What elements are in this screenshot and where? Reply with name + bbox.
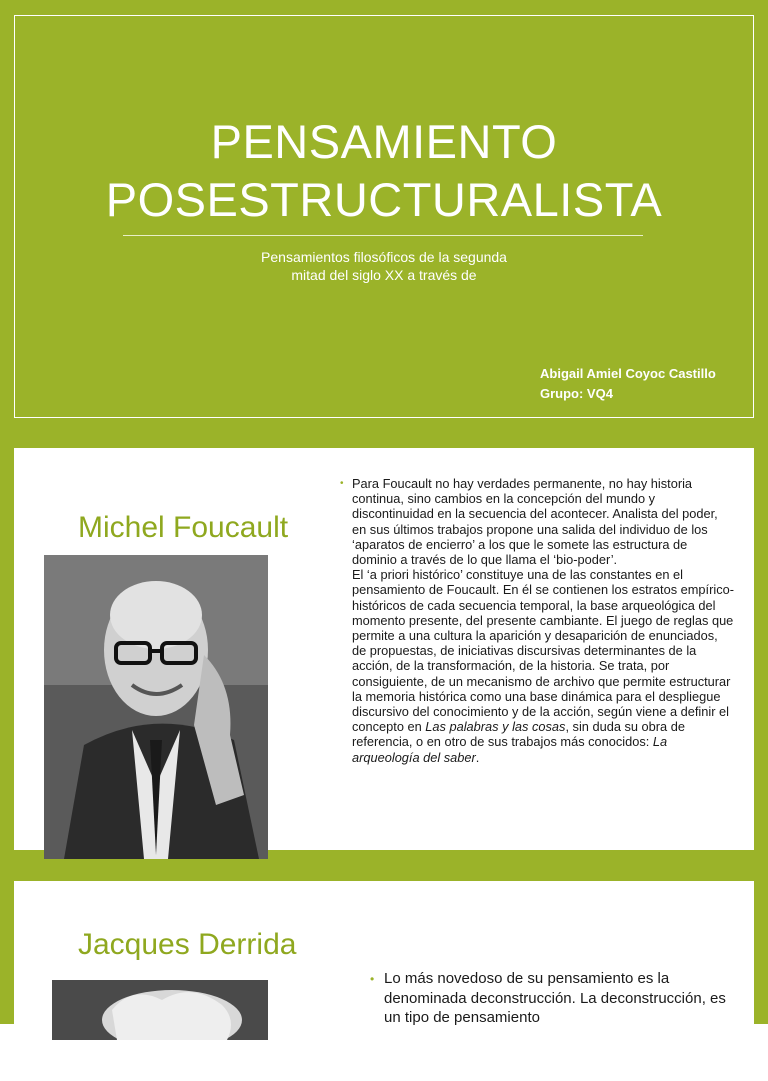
slide-card <box>14 448 754 850</box>
foucault-portrait-icon <box>44 555 268 859</box>
group-label: Grupo: VQ4 <box>540 386 613 401</box>
portrait-photo-icon <box>44 555 268 859</box>
foucault-heading: Michel Foucault <box>78 511 289 544</box>
author-name: Abigail Amiel Coyoc Castillo <box>540 366 716 381</box>
slide-subtitle <box>0 248 768 284</box>
foucault-text-part2: El ‘a priori histórico’ constituye una de las constantes en el pensamiento de Foucault. En él se contienen los estratos empírico-históricos de cada secuencia temporal, la base arqueológica del momento presente, del presente cambiante. El juego de reglas que permite a una cultura la aparición y desaparición de enunciados, de propuestas, de iniciativas discursivas determinantes de la acción, de la transformación, de la historia. Se trata, por consiguiente, de un mecanismo de archivo que permite estructurar la memoria histórica como una base dinámica para el despliegue discursivo del conocimiento y de la acción, según viene a definir el concepto en <box>352 567 734 735</box>
slide-title <box>0 113 768 229</box>
author-block <box>540 364 716 404</box>
foucault-text-part1: Para Foucault no hay verdades permanente, no hay historia continua, sino cambios en la concepción del mundo y discontinuidad en la secuencia del acontecer. Analista del poder, en sus últimos trabajos propone una salida del individuo de los ‘aparatos de encierro’ a los que le somete las estructura de dominio a través de lo que llama el ‘bio-poder’. <box>352 476 718 568</box>
book-title-2: La arqueología del saber <box>352 734 668 765</box>
foucault-text-part3: , sin duda su obra de referencia, o en otro de sus trabajos más conocidos: <box>352 719 685 750</box>
book-title-1: Las palabras y las cosas <box>425 719 566 735</box>
derrida-heading: Jacques Derrida <box>78 928 297 961</box>
foucault-slide <box>0 432 768 866</box>
subtitle-line-2: mitad del siglo XX a través de <box>291 267 477 283</box>
subtitle-line-1: Pensamientos filosóficos de la segunda <box>261 249 507 265</box>
bullet-marker: • <box>340 478 344 489</box>
derrida-bullet <box>370 969 740 1028</box>
title-divider <box>123 235 643 236</box>
bullet-marker: • <box>370 972 375 986</box>
portrait-photo-icon <box>52 980 268 1040</box>
foucault-text <box>352 476 734 765</box>
title-line-2: POSESTRUCTURALISTA <box>105 173 663 226</box>
foucault-bullet <box>340 476 734 765</box>
title-slide <box>0 0 768 432</box>
derrida-slide <box>0 866 768 1024</box>
title-line-1: PENSAMIENTO <box>210 115 558 168</box>
derrida-portrait-icon <box>52 980 268 1040</box>
foucault-text-part4: . <box>475 749 480 765</box>
slide-card <box>14 881 754 1081</box>
derrida-text: Lo más novedoso de su pensamiento es la denominada deconstrucción. La deconstrucción, es un tipo de pensamiento <box>384 970 726 1026</box>
